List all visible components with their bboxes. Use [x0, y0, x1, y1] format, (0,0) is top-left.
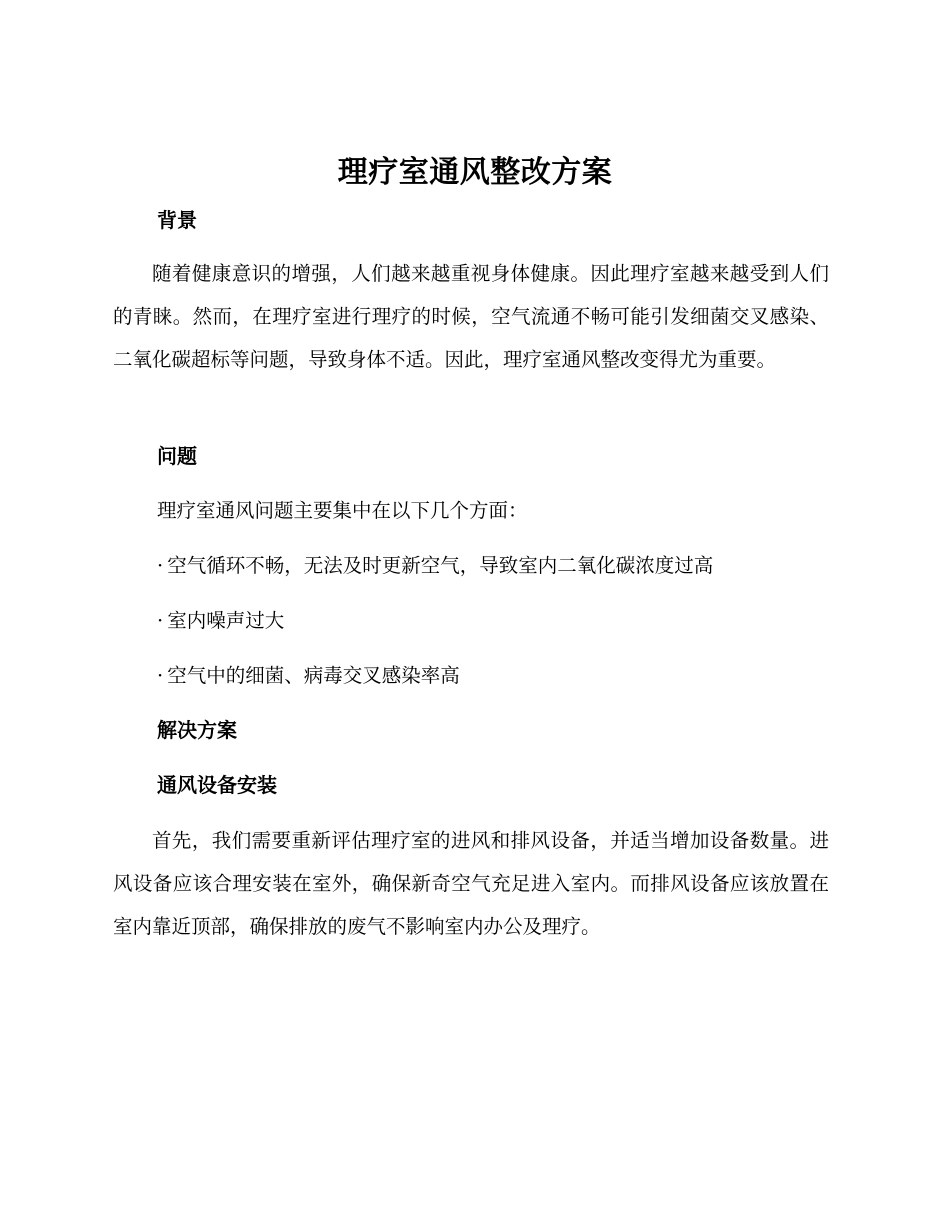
problem-list-item — [157, 607, 284, 635]
problem-list-item — [157, 552, 713, 580]
ventilation-equipment-paragraph: 首先，我们需要重新评估理疗室的进风和排风设备，并适当增加设备数量。进风设备应该合理安装在室外，确保新奇空气充足进入室内。而排风设备应该放置在室内靠近顶部，确保排放的废气不影响室内办公及理疗。 — [113, 829, 829, 938]
background-paragraph: 随着健康意识的增强，人们越来越重视身体健康。因此理疗室越来越受到人们的青睐。然而，在理疗室进行理疗的时候，空气流通不畅可能引发细菌交叉感染、二氧化碳超标等问题，导致身体不适。因此，理疗室通风整改变得尤为重要。 — [113, 262, 829, 371]
problem-list-item-text: 空气中的细菌、病毒交叉感染率高 — [167, 664, 460, 687]
bullet-marker: · — [157, 609, 164, 632]
problem-list-item-text: 室内噪声过大 — [167, 609, 285, 632]
document-title: 理疗室通风整改方案 — [337, 155, 613, 190]
bullet-marker: · — [157, 554, 164, 577]
problem-list-item-text: 空气循环不畅，无法及时更新空气，导致室内二氧化碳浓度过高 — [167, 554, 714, 577]
subsection-heading-ventilation-equipment: 通风设备安装 — [157, 773, 277, 797]
section-heading-solution: 解决方案 — [157, 718, 237, 742]
section-heading-background: 背景 — [157, 208, 197, 232]
section-heading-problems: 问题 — [157, 444, 197, 468]
bullet-marker: · — [157, 664, 164, 687]
problem-list-item — [157, 662, 460, 690]
problems-intro: 理疗室通风问题主要集中在以下几个方面： — [157, 499, 528, 522]
